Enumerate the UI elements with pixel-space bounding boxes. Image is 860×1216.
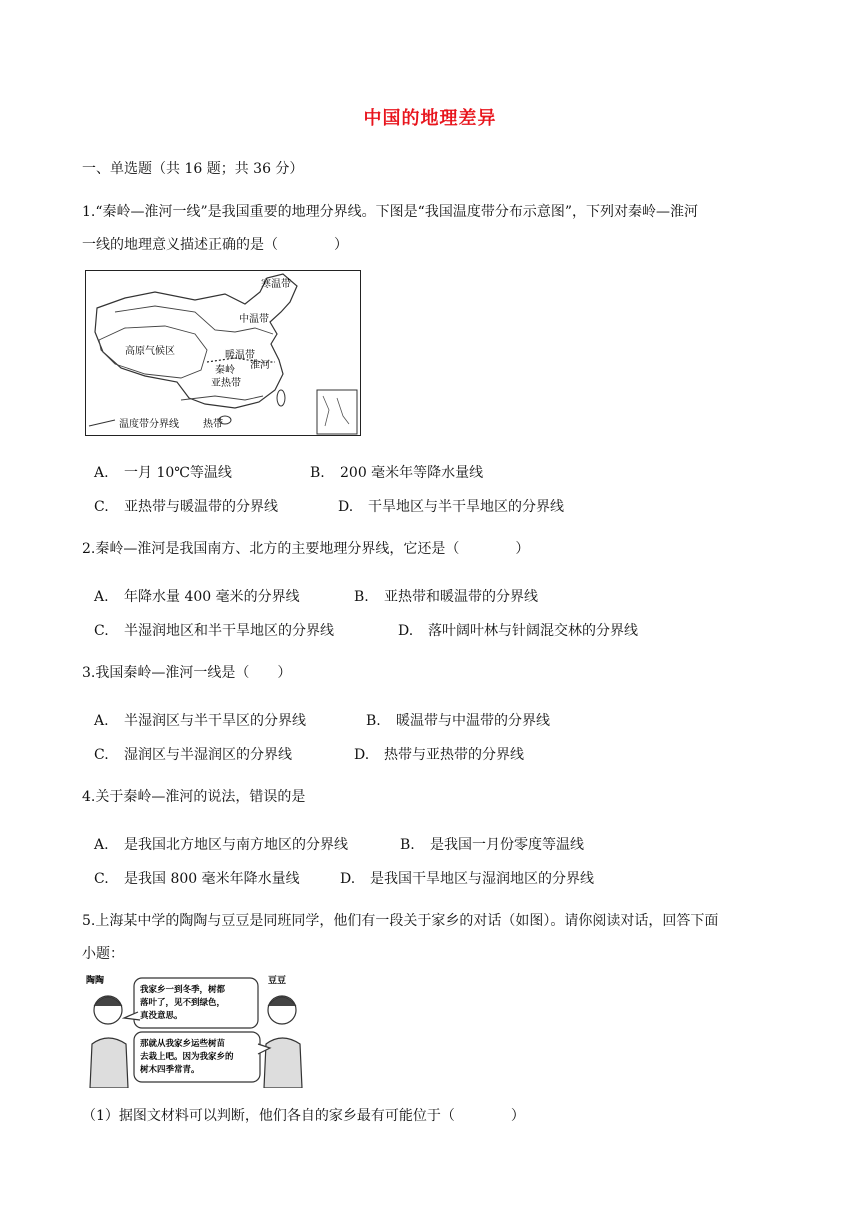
map-label-qinling: 秦岭: [215, 365, 235, 376]
map-label-cold: 寒温带: [261, 279, 291, 290]
option-c[interactable]: C. 是我国 800 毫米年降水量线: [94, 871, 300, 887]
speaker-right-name: 豆豆: [268, 976, 287, 986]
question-stem: 1.“秦岭—淮河一线”是我国重要的地理分界线。下图是“我国温度带分布示意图”，下列对秦岭—淮河: [82, 204, 698, 220]
question-3: [82, 657, 782, 690]
speaker-left-name: 陶陶: [86, 976, 105, 986]
question-5: [82, 905, 782, 971]
map-label-warm: 暖温带: [225, 350, 255, 361]
question-stem: 2.秦岭—淮河是我国南方、北方的主要地理分界线，它还是（ ）: [82, 541, 530, 557]
child-left-figure: [90, 996, 128, 1088]
bubble1-line: 我家乡一到冬季，树都: [140, 985, 226, 995]
child-right-figure: [264, 996, 302, 1088]
bubble2-line: 树木四季常青。: [140, 1065, 200, 1075]
option-b[interactable]: B. 200 毫米年等降水量线: [310, 465, 484, 481]
dialogue-cartoon: [82, 972, 312, 1088]
bubble1-line: 落叶了，见不到绿色，: [140, 998, 226, 1008]
page-title: 中国的地理差异: [363, 108, 497, 129]
bubble2-line: 那就从我家乡运些树苗: [140, 1039, 226, 1049]
question-stem: 小题：: [82, 946, 124, 962]
question-stem: （1）据图文材料可以判断，他们各自的家乡最有可能位于（ ）: [82, 1108, 525, 1124]
question-stem: 4.关于秦岭—淮河的说法，错误的是: [82, 789, 306, 805]
map-label-boundary: 温度带分界线: [119, 419, 179, 430]
option-a[interactable]: A. 一月 10℃等温线: [94, 465, 232, 481]
sub-question-1: [82, 1100, 782, 1133]
option-d[interactable]: D. 是我国干旱地区与湿润地区的分界线: [340, 871, 594, 887]
question-stem: 一线的地理意义描述正确的是（ ）: [82, 237, 348, 253]
option-c[interactable]: C. 亚热带与暖温带的分界线: [94, 499, 278, 515]
option-d[interactable]: D. 干旱地区与半干旱地区的分界线: [338, 499, 564, 515]
temperature-zone-map: [85, 270, 361, 436]
section-heading: 一、单选题（共 16 题；共 36 分）: [82, 161, 304, 177]
question-2: [82, 533, 782, 566]
question-stem: 3.我国秦岭—淮河一线是（ ）: [82, 665, 292, 681]
option-a[interactable]: A. 年降水量 400 毫米的分界线: [94, 589, 300, 605]
option-c[interactable]: C. 湿润区与半湿润区的分界线: [94, 747, 292, 763]
option-c[interactable]: C. 半湿润地区和半干旱地区的分界线: [94, 623, 334, 639]
option-a[interactable]: A. 是我国北方地区与南方地区的分界线: [94, 837, 348, 853]
option-b[interactable]: B. 亚热带和暖温带的分界线: [354, 589, 538, 605]
map-label-plateau: 高原气候区: [125, 346, 175, 357]
map-label-subtropical: 亚热带: [211, 378, 241, 389]
question-stem: 5.上海某中学的陶陶与豆豆是同班同学，他们有一段关于家乡的对话（如图）。请你阅读对话，回答下面: [82, 913, 719, 929]
question-1: [82, 196, 782, 262]
option-d[interactable]: D. 落叶阔叶林与针阔混交林的分界线: [398, 623, 638, 639]
map-label-mid: 中温带: [239, 314, 269, 325]
map-label-tropical: 热带: [203, 419, 223, 430]
bubble1-line: 真没意思。: [140, 1011, 183, 1021]
option-a[interactable]: A. 半湿润区与半干旱区的分界线: [94, 713, 306, 729]
option-b[interactable]: B. 是我国一月份零度等温线: [400, 837, 584, 853]
bubble2-line: 去栽上吧。因为我家乡的: [140, 1052, 234, 1062]
option-d[interactable]: D. 热带与亚热带的分界线: [354, 747, 524, 763]
question-4: [82, 781, 782, 814]
map-label-huaihe: 淮河: [250, 360, 270, 371]
option-b[interactable]: B. 暖温带与中温带的分界线: [366, 713, 550, 729]
